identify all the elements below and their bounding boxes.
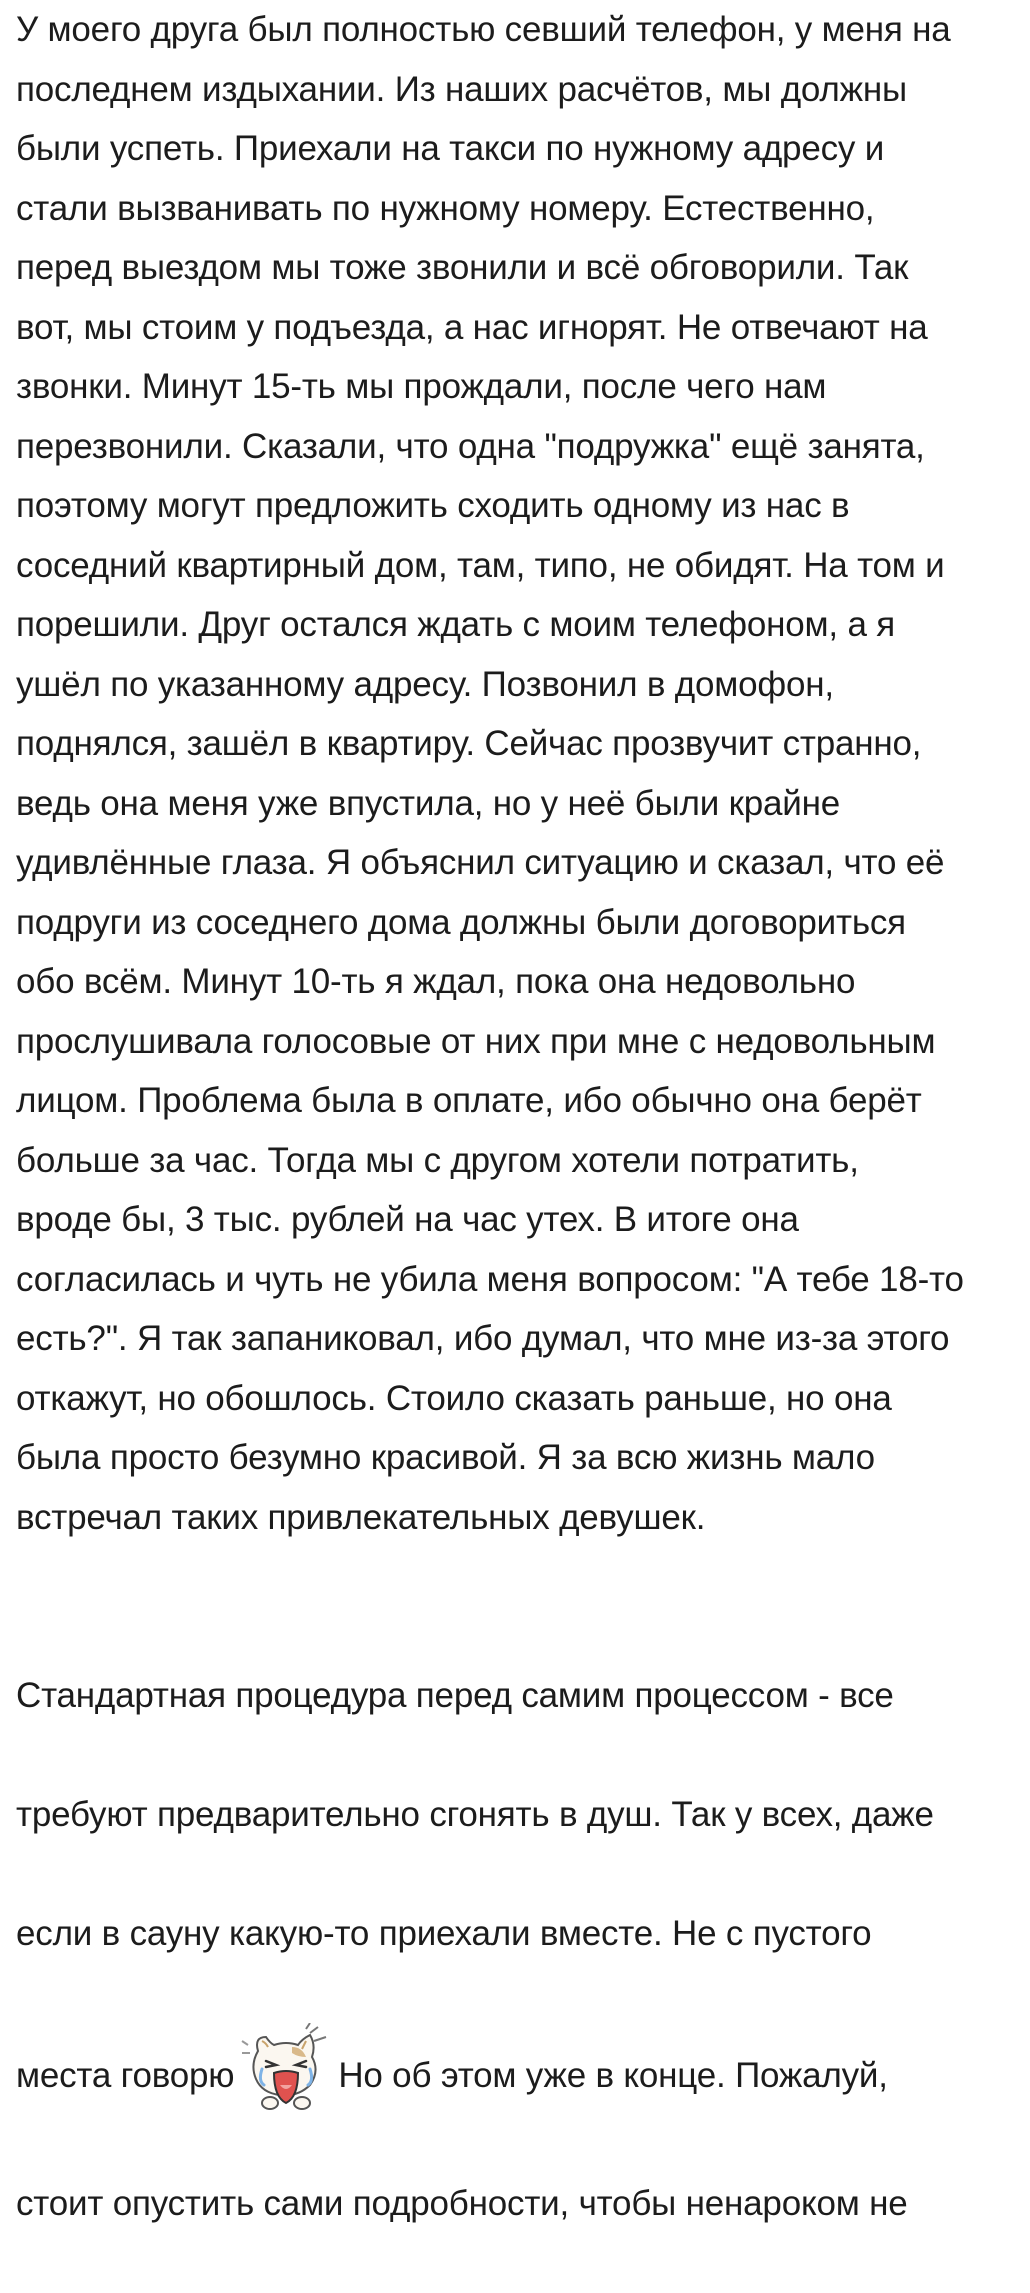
paragraph-2-line: требуют предварительно сгонять в душ. Так у всех, даже: [16, 1794, 934, 1834]
paragraph-spacer: [16, 1547, 1020, 1606]
text-after-sticker: Но об этом уже в конце. Пожалуй,: [338, 2055, 888, 2095]
text-before-sticker: места говорю: [16, 2055, 235, 2095]
paragraph-2-line: Стандартная процедура перед самим процессом - все: [16, 1675, 894, 1715]
article-body: [16, 0, 1020, 2293]
paragraph-2-sticker-line: [16, 2023, 1020, 2115]
story-paragraph-2: [16, 1606, 1020, 2293]
story-paragraph-1: У моего друга был полностью севший телефон, у меня на последнем издыхании. Из наших расчётов, мы должны были успеть. Приехали на такси по нужному адресу и стали вызванивать по нужному номеру. Естественно, перед выездом мы тоже звонили и всё обговорили. Так вот, мы стоим у подъезда, а нас игнорят. Не отвечают на звонки. Минут 15-ть мы прождали, после чего нам перезвонили. Сказали, что одна "подружка" ещё занята, поэтому могут предложить сходить одному из нас в соседний квартирный дом, там, типо, не обидят. На том и порешили. Друг остался ждать с моим телефоном, а я ушёл по указанному адресу. Позвонил в домофон, поднялся, зашёл в квартиру. Сейчас прозвучит странно, ведь она меня уже впустила, но у неё были крайне удивлённые глаза. Я объяснил ситуацию и сказал, что её подруги из соседнего дома должны были договориться обо всём. Минут 10-ть я ждал, пока она недовольно прослушивала голосовые от них при мне с недовольным лицом. Проблема была в оплате, ибо обычно она берёт больше за час. Тогда мы с другом хотели потратить, вроде бы, 3 тыс. рублей на час утех. В итоге она согласилась и чуть не убила меня вопросом: "А тебе 18-то есть?". Я так запаниковал, ибо думал, что мне из-за этого откажут, но обошлось. Стоило сказать раньше, но она была просто безумно красивой. Я за всю жизнь мало встречал таких привлекательных девушек.: [16, 10, 964, 1537]
paragraph-2-line: если в сауну какую-то приехали вместе. Не с пустого: [16, 1913, 872, 1953]
paragraph-2-line: стоит опустить сами подробности, чтобы ненароком не: [16, 2184, 908, 2223]
crying-cat-sticker-icon: [240, 2023, 332, 2115]
